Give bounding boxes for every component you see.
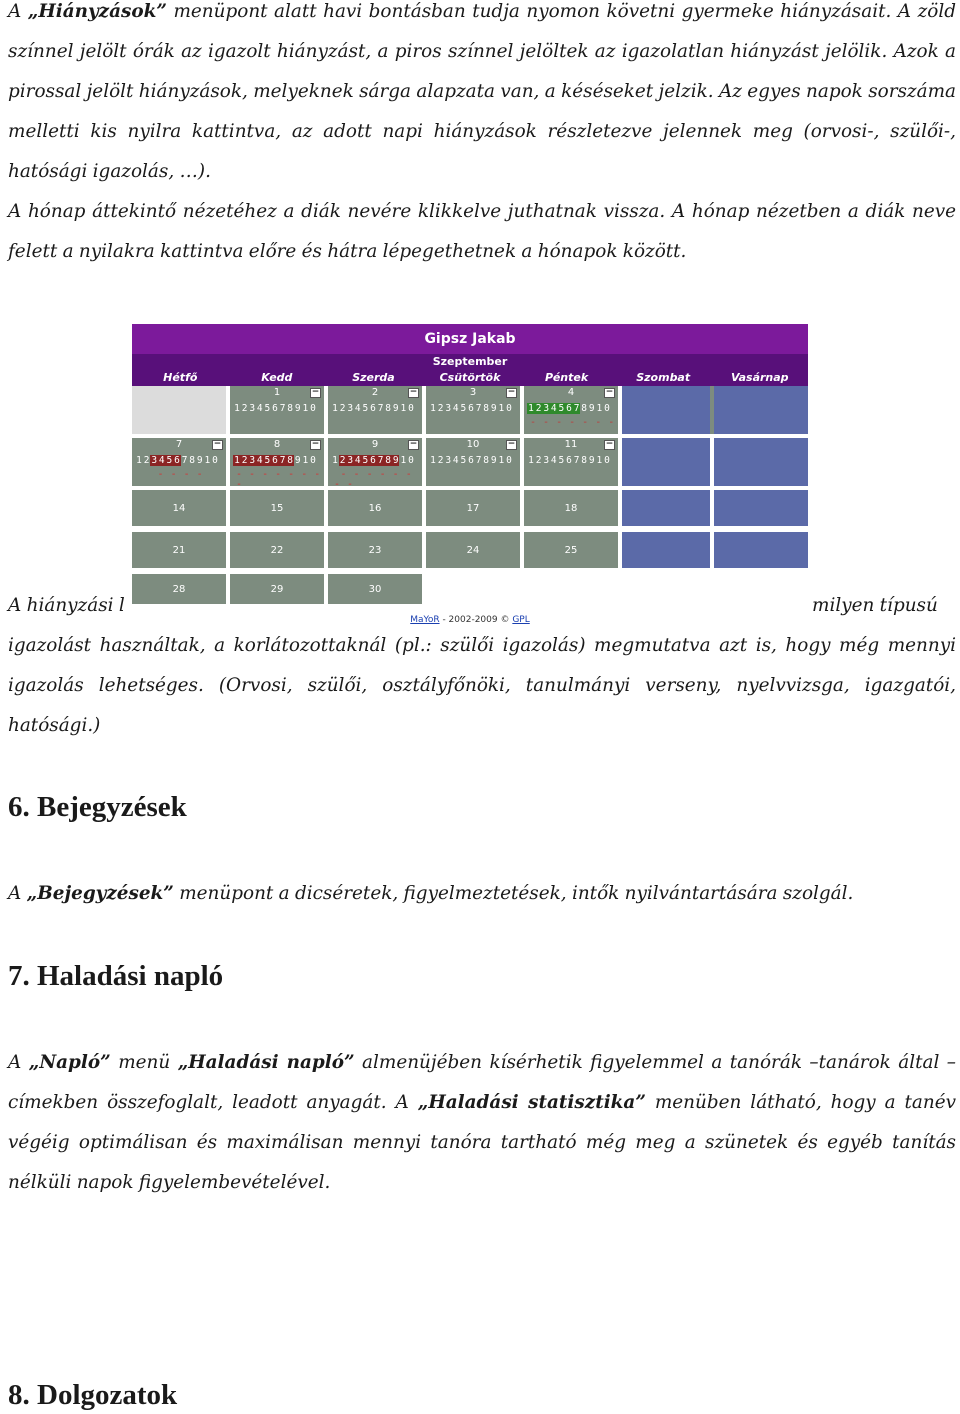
hour-strip: 1 2 3 4 5 6 7 8 9 1 0 (234, 403, 316, 414)
day-number: 29 (270, 583, 284, 595)
day-number: 22 (270, 544, 284, 556)
hour-strip: 1 2 3 4 5 6 7 8 9 1 0 (528, 403, 610, 414)
collapse-icon[interactable]: − (605, 439, 614, 449)
day-cell-28[interactable] (132, 574, 226, 604)
weekend-cell (622, 532, 710, 568)
day-cell-21[interactable] (132, 532, 226, 568)
day-cell-1[interactable] (230, 386, 324, 434)
collapse-icon[interactable]: − (409, 439, 418, 449)
day-number: 3 (469, 387, 477, 398)
student-name[interactable]: Gipsz Jakab (132, 324, 808, 354)
day-number: 7 (175, 439, 183, 450)
weekend-cell (622, 386, 710, 434)
absence-detail-end: milyen típusú (812, 595, 938, 616)
absence-intro-paragraph: A „Hiányzások” menüpont alatt havi bontásban tudja nyomon követni gyermeke hiányzásait. A zöld színnel jelölt órák az igazolt hiányzást, a piros színnel jelöltek az igazolatlan hiányzást jelölik. Azok a pirossal jelölt hiányzások, melyeknek sárga alapzata van, a késéseket jelzik. Az egyes napok sorszáma melletti kis nyilra kattintva, az adott napi hiányzások részletezve jelennek meg (orvosi-, szülői-, hatósági igazolás, …). A hónap áttekintő nézetéhez a diák nevére klikkelve juthatnak vissza. A hónap nézetben a diák neve felett a nyilakra kattintva előre és hátra lépegethetnek a hónapok között. (8, 1, 956, 262)
weekend-cell (714, 438, 808, 486)
weekday-label: Kedd (261, 371, 293, 384)
day-cell-14[interactable] (132, 490, 226, 526)
section-6-heading: 6. Bejegyzések (8, 791, 187, 823)
month-navigation-note: A hónap áttekintő nézetéhez a diák nevére klikkelve juthatnak vissza. A hónap nézetben a diák neve felett a nyilakra kattintva előre és hátra lépegethetnek a hónapok között. (8, 201, 956, 262)
day-number: 21 (172, 544, 186, 556)
section-7-paragraph: A „Napló” menü „Haladási napló” almenüjében kísérhetik figyelemmel a tanórák –tanárok által – címekben összefoglalt, leadott anyagát. A „Haladási statisztika” menüben látható, hogy a tanév végéig optimálisan és maximálisan mennyi tanóra tartható még meg a szünetek és egyéb tanítás nélküli napok figyelembevételével. (8, 1052, 956, 1193)
absence-calendar-screenshot (132, 324, 808, 630)
collapse-icon[interactable]: − (311, 387, 320, 397)
weekday-label: Szombat (636, 371, 691, 384)
day-cell-23[interactable] (328, 532, 422, 568)
weekend-cell (714, 490, 808, 526)
weekday-label: Vasárnap (730, 371, 789, 384)
section-8-heading: 8. Dolgozatok (8, 1379, 178, 1411)
hour-strip: 1 2 3 4 5 6 7 8 9 1 0 (430, 403, 512, 414)
day-cell-8[interactable] (230, 438, 324, 490)
day-cell-9[interactable] (328, 438, 422, 490)
day-number: 17 (466, 502, 480, 514)
day-cell-29[interactable] (230, 574, 324, 604)
weekday-label: Csütörtök (439, 371, 501, 384)
empty-day-cell (132, 386, 226, 434)
weekend-cell (622, 490, 710, 526)
day-number: 18 (564, 502, 578, 514)
day-number: 8 (273, 439, 281, 450)
month-title: Szeptember (132, 354, 808, 370)
day-number: 24 (466, 544, 480, 556)
collapse-icon[interactable]: − (311, 439, 320, 449)
hour-strip: 1 2 3 4 5 6 7 8 9 1 0 (528, 455, 610, 466)
unexcused-marker: - - - - - - - - (236, 469, 321, 490)
absence-detail-paragraph: igazolást használtak, a korlátozottaknál (pl.: szülői igazolás) megmutatva azt is, hogy még mennyi igazolás lehetséges. (Orvosi, szülői, osztályfőnöki, tanulmányi verseny, nyelvvizsga, igazgatói, hatósági.) (8, 635, 956, 736)
app-footer: MaYoR - 2002-2009 © GPL (132, 610, 808, 630)
day-number: 15 (270, 502, 284, 514)
excused-marker: - - - - - - - (530, 417, 615, 428)
absence-detail-start: A hiányzási l (8, 595, 125, 616)
collapse-icon[interactable]: − (409, 387, 418, 397)
section-7-heading: 7. Haladási napló (8, 960, 224, 992)
day-cell-17[interactable] (426, 490, 520, 526)
day-number: 1 (273, 387, 281, 398)
unexcused-marker: - - - - (138, 469, 204, 480)
menu-name-absences: „Hiányzások” (27, 1, 167, 22)
day-number: 2 (371, 387, 379, 398)
collapse-icon[interactable]: − (507, 387, 516, 397)
day-cell-10[interactable] (426, 438, 520, 486)
hour-strip: 1 2 3 4 5 6 7 8 9 1 0 (430, 455, 512, 466)
collapse-icon[interactable]: − (213, 439, 222, 449)
day-number: 11 (564, 439, 578, 450)
day-cell-7[interactable] (132, 438, 226, 486)
weekend-cell (714, 532, 808, 568)
gpl-link[interactable]: GPL (512, 615, 530, 625)
day-cell-3[interactable] (426, 386, 520, 434)
day-number: 4 (567, 387, 575, 398)
weekday-label: Péntek (545, 371, 589, 384)
day-number: 9 (371, 439, 379, 450)
day-cell-30[interactable] (328, 574, 422, 604)
weekday-label: Szerda (352, 371, 395, 384)
hour-strip: 1 2 3 4 5 6 7 8 9 1 0 (234, 455, 316, 466)
day-number: 23 (368, 544, 382, 556)
hour-strip: 1 2 3 4 5 6 7 8 9 1 0 (332, 455, 414, 466)
weekend-cell (622, 438, 710, 486)
hour-strip: 1 2 3 4 5 6 7 8 9 1 0 (136, 455, 218, 466)
section-6-paragraph: A „Bejegyzések” menüpont a dicséretek, figyelmeztetések, intők nyilvántartására szolgál. (8, 883, 854, 904)
weekend-cell (714, 386, 808, 434)
hour-strip: 1 2 3 4 5 6 7 8 9 1 0 (332, 403, 414, 414)
mayor-link[interactable]: MaYoR (410, 615, 440, 625)
day-cell-2[interactable] (328, 386, 422, 434)
day-number: 10 (466, 439, 480, 450)
day-cell-24[interactable] (426, 532, 520, 568)
weekday-label: Hétfő (163, 371, 198, 384)
day-number: 14 (172, 502, 186, 514)
collapse-icon[interactable]: − (605, 387, 614, 397)
day-cell-25[interactable] (524, 532, 618, 568)
day-number: 25 (564, 544, 578, 556)
weekday-header (132, 370, 808, 386)
day-cell-11[interactable] (524, 438, 618, 486)
day-number: 30 (368, 583, 382, 595)
collapse-icon[interactable]: − (507, 439, 516, 449)
day-cell-18[interactable] (524, 490, 618, 526)
day-number: 16 (368, 502, 382, 514)
day-cell-16[interactable] (328, 490, 422, 526)
day-number: 28 (172, 583, 186, 595)
day-cell-4[interactable] (524, 386, 618, 434)
day-cell-15[interactable] (230, 490, 324, 526)
day-cell-22[interactable] (230, 532, 324, 568)
unexcused-marker: - - - - - - - - (334, 469, 413, 490)
